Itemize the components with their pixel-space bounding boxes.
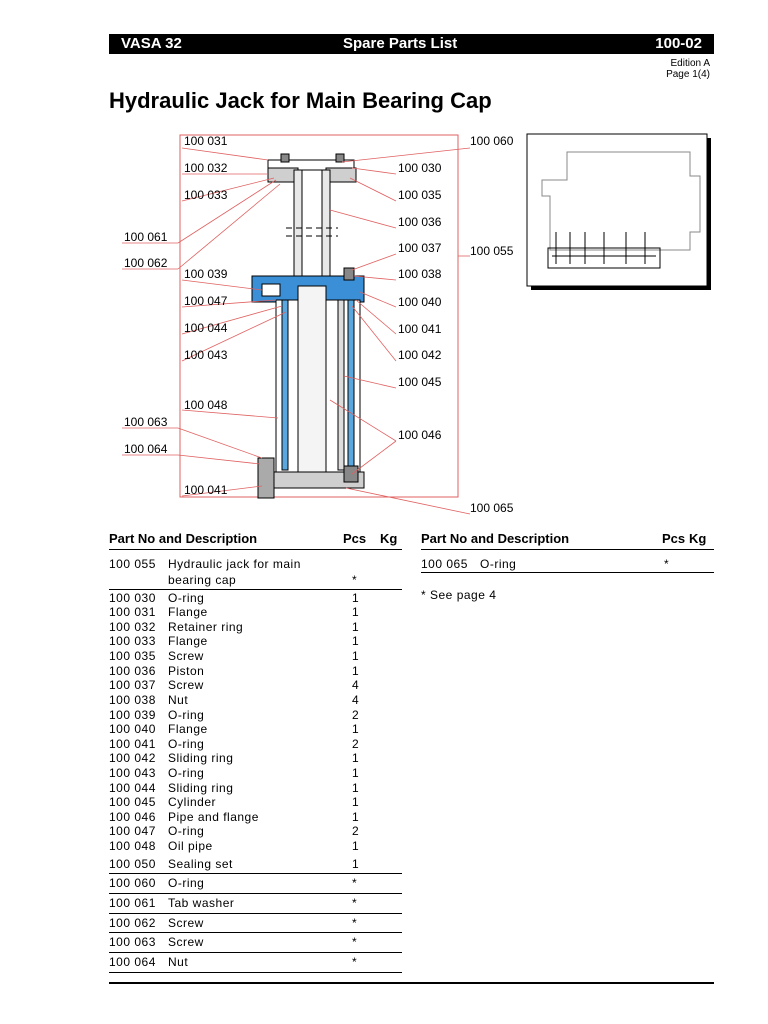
edition-label: Edition A	[670, 58, 710, 69]
label-100042: 100 042	[398, 348, 442, 362]
row-rule	[421, 572, 714, 573]
label-100038: 100 038	[398, 267, 442, 281]
left-parts-table: 100 055 Hydraulic jack for main bearing cap * 100 030 O-ring 1 100 031 Flange 1 100 032 Retainer ring 1 100 033 Flange 1 100 035 Screw 1 100 036 Piston 1 100 037 Screw 4 100 038 Nut 4 100 039 O-ring 2 100 040 Flange 1 100 041 O-ring 2 100 042 Sliding ring 1 100 043 O-ring 1 100 044 Sliding ring 1 100 045 Cylinder 1 100 046 Pipe and flange 1 100 047 O-ring 2 100 048 Oil pipe 1 100 050 Sealing set 1 100 060 O-ring * 100 061 Tab washer * 100 062 Screw * 100 063 Screw * 100 064 Nut *	[109, 0, 409, 1024]
label-100037: 100 037	[398, 241, 442, 255]
label-100047: 100 047	[184, 294, 228, 308]
header-page-code: 100-02	[655, 35, 702, 52]
row-rule	[109, 952, 402, 953]
label-100040: 100 040	[398, 295, 442, 309]
label-100032: 100 032	[184, 161, 228, 175]
label-100031: 100 031	[184, 134, 228, 148]
right-parts-table: 100 065 O-ring * * See page 4	[421, 0, 721, 1024]
right-col-header-kg: Kg	[689, 531, 707, 546]
label-100039: 100 039	[184, 267, 228, 281]
label-100044: 100 044	[184, 321, 228, 335]
label-100048: 100 048	[184, 398, 228, 412]
label-100065: 100 065	[470, 501, 514, 515]
row-rule	[109, 589, 402, 590]
label-100036: 100 036	[398, 215, 442, 229]
row-rule	[109, 913, 402, 914]
label-100033: 100 033	[184, 188, 228, 202]
label-100045: 100 045	[398, 375, 442, 389]
row-rule	[109, 932, 402, 933]
label-100041-base: 100 041	[184, 483, 228, 497]
footnote: * See page 4	[421, 588, 497, 602]
label-100055: 100 055	[470, 244, 514, 258]
right-col-header-part: Part No and Description	[421, 531, 570, 546]
left-col-header-pcs: Pcs	[343, 531, 367, 546]
header-doc-type: Spare Parts List	[343, 35, 458, 52]
label-100064: 100 064	[124, 442, 168, 456]
header-model: VASA 32	[121, 35, 182, 52]
label-100063: 100 063	[124, 415, 168, 429]
label-100060: 100 060	[470, 134, 514, 148]
label-100035: 100 035	[398, 188, 442, 202]
page-title: Hydraulic Jack for Main Bearing Cap	[109, 88, 492, 113]
label-100061: 100 061	[124, 230, 168, 244]
label-100030: 100 030	[398, 161, 442, 175]
page-number: Page 1(4)	[666, 69, 710, 80]
left-col-header-kg: Kg	[380, 531, 398, 546]
row-rule	[109, 893, 402, 894]
label-100062: 100 062	[124, 256, 168, 270]
row-rule	[109, 873, 402, 874]
label-100041: 100 041	[398, 322, 442, 336]
label-100043: 100 043	[184, 348, 228, 362]
label-100046: 100 046	[398, 428, 442, 442]
bottom-rule	[109, 982, 714, 984]
left-col-header-part: Part No and Description	[109, 531, 258, 546]
row-rule	[109, 972, 402, 973]
right-col-header-pcs: Pcs	[662, 531, 686, 546]
